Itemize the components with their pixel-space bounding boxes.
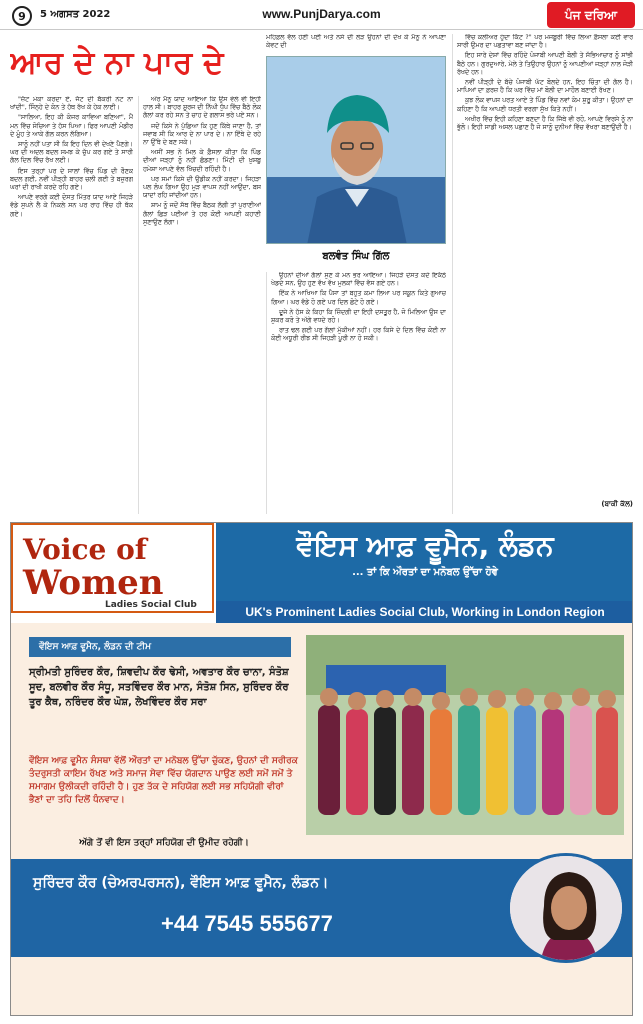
chairperson-photo xyxy=(507,853,625,963)
ad-title: ਵੌਇਸ ਆਫ਼ ਵੂਮੈਨ, ਲੰਡਨ xyxy=(296,529,554,562)
continued-note: (ਬਾਕੀ ਕੱਲ) xyxy=(601,500,633,508)
team-heading: ਵੌਇਸ ਆਫ਼ ਵੂਮੈਨ, ਲੰਡਨ ਦੀ ਟੀਮ xyxy=(29,637,291,657)
paragraph: "ਜ਼ੱਟ ਮੋਕਾ ਕਰਦਾ ਏ, ਜੱਟ ਦੀ ਬੱਕਰੀ ਨੋਟ ਨਾ ਖਾਂਦੀ", ਸਿੰਨ੍ਹੇ ਦੇ ਕੰਨ ਤੇ ਹੱਥ ਰੱਖ ਕੇ ਹੇਕ ਲਾਈ। xyxy=(10,96,133,112)
paragraph: ਆਪਣੇ ਵਰਗੇ ਕਈ ਦੋਸਤ ਮਿੱਤਰ ਯਾਦ ਆਏ ਜਿਹੜੇ ਵੱਡੇ ਸੁਪਨੇ ਲੈ ਕੇ ਨਿਕਲੇ ਸਨ ਪਰ ਰਾਹ ਵਿੱਚ ਹੀ ਥੱਕ ਗਏ। xyxy=(10,194,133,218)
newspaper-logo: ਪੰਜ ਦਰਿਆ xyxy=(547,2,635,28)
paragraph: ਕੁਝ ਲੋਕ ਵਾਪਸ ਪਰਤ ਆਏ ਤੇ ਪਿੰਡ ਵਿੱਚ ਨਵਾਂ ਕੰਮ ਸ਼ੁਰੂ ਕੀਤਾ। ਉਹਨਾਂ ਦਾ ਕਹਿਣਾ ਹੈ ਕਿ ਆਪਣੀ ਧਰਤੀ ਵਰਗਾ ਸੁੱਖ ਕਿਤੇ ਨਹੀਂ। xyxy=(457,97,633,113)
paragraph: ਨਵੀਂ ਪੀੜ੍ਹੀ ਦੇ ਬੱਚੇ ਪੰਜਾਬੀ ਘੱਟ ਬੋਲਦੇ ਹਨ, ਇਹ ਚਿੰਤਾ ਦੀ ਗੱਲ ਹੈ। ਮਾਪਿਆਂ ਦਾ ਫ਼ਰਜ਼ ਹੈ ਕਿ ਘਰ ਵਿੱਚ ਮਾਂ ਬੋਲੀ ਦਾ ਮਾਹੌਲ ਬਣਾਈ ਰੱਖਣ। xyxy=(457,79,633,95)
paragraph: ਰਾਤ ਢਲ ਗਈ ਪਰ ਗੱਲਾਂ ਮੁੱਕੀਆਂ ਨਹੀਂ। ਹਰ ਕਿਸੇ ਦੇ ਦਿਲ ਵਿੱਚ ਕੋਈ ਨਾ ਕੋਈ ਅਧੂਰੀ ਰੀਝ ਸੀ ਜਿਹੜੀ ਪੂਰੀ ਨਾ ਹੋ ਸਕੀ। xyxy=(271,327,446,343)
article-headline: ਆਰ ਦੇ ਨਾ ਪਾਰ ਦੇ xyxy=(10,45,224,81)
paragraph: ਜਦੋਂ ਕਿਸੇ ਨੇ ਪੁੱਛਿਆ ਕਿ ਹੁਣ ਕਿੱਥੇ ਜਾਣਾ ਹੈ, ਤਾਂ ਜਵਾਬ ਸੀ ਕਿ ਆਰ ਦੇ ਨਾ ਪਾਰ ਦੇ। ਨਾ ਇੱਥੇ ਦੇ ਰਹੇ ਨਾ ਉੱਥੇ ਦੇ ਬਣ ਸਕੇ। xyxy=(143,122,261,147)
ad-english-strip: UK's Prominent Ladies Social Club, Working in London Region xyxy=(216,601,633,623)
voice-of-women-logo xyxy=(11,523,214,613)
article-top-snippet: ਮਹਿਫ਼ਲ ਵੱਲ ਹੋਣੀ ਪਈ ਅਤੇ ਨਸੇ ਦੀ ਲੋੜ ਉਹਨਾਂ ਦੀ ਦੇਖ ਕੇ ਮੈਨੂੰ ਨੇ ਆਪਣਾ ਕੇਵਟ ਦੀ xyxy=(266,34,446,50)
team-names: ਸ੍ਰੀਮਤੀ ਸੁਰਿੰਦਰ ਕੌਰ, ਸ਼ਿਵਦੀਪ ਕੌਰ ਢੇਸੀ, ਅਵਤਾਰ ਕੌਰ ਚਾਨਾ, ਸੰਤੋਸ਼ ਸੂਦ, ਬਲਵੀਰ ਕੌਰ ਸੰਧੂ, ਸਤਵਿੰਦਰ ਕੌਰ ਮਾਨ, ਸੰਤੋਸ਼ ਸਿਨ, ਸੁਰਿੰਦਰ ਕੌਰ ਤੂਰ ਕੈਥ, ਨਰਿੰਦਰ ਕੌਰ ਘੋਸ਼, ਲੇਖਵਿੰਦਰ ਕੌਰ ਸਰਾ xyxy=(29,667,289,708)
masthead xyxy=(0,0,643,30)
page-date: 5 ਅਗਸਤ 2022 xyxy=(40,9,111,20)
site-url[interactable]: www.PunjDarya.com xyxy=(262,7,381,21)
ad-body xyxy=(11,623,633,1016)
author-portrait xyxy=(266,56,446,244)
article-column-4 xyxy=(452,34,633,514)
article-column-1 xyxy=(10,96,133,514)
paragraph: ਦੂਜੇ ਨੇ ਹੱਸ ਕੇ ਕਿਹਾ ਕਿ ਜ਼ਿੰਦਗੀ ਦਾ ਇਹੀ ਦਸਤੂਰ ਹੈ, ਜੋ ਮਿਲਿਆ ਉਸ ਦਾ ਸ਼ੁਕਰ ਕਰੋ ਤੇ ਅੱਗੇ ਵਧਦੇ ਰਹੋ। xyxy=(271,308,446,325)
paragraph: ਇਹ ਸਾਰੇ ਦੇਸ਼ਾਂ ਵਿੱਚ ਰਹਿੰਦੇ ਪੰਜਾਬੀ ਆਪਣੀ ਬੋਲੀ ਤੇ ਸੱਭਿਆਚਾਰ ਨੂੰ ਸਾਂਭੀ ਬੈਠੇ ਹਨ। ਗੁਰਦੁਆਰੇ, ਮੇਲੇ ਤੇ ਤਿਉਹਾਰ ਉਹਨਾਂ ਨੂੰ ਆਪਣੀਆਂ ਜੜ੍ਹਾਂ ਨਾਲ ਜੋੜੀ ਰੱਖਦੇ ਹਨ। xyxy=(457,52,633,76)
logo-line-1: Voice of xyxy=(23,533,147,566)
mission-statement: ਵੌਇਸ ਆਫ਼ ਵੂਮੈਨ ਸੰਸਥਾ ਵੱਲੋਂ ਔਰਤਾਂ ਦਾ ਮਨੋਬਲ ਉੱਚਾ ਚੁੱਕਣ, ਉਹਨਾਂ ਦੀ ਸਰੀਰਕ ਤੰਦਰੁਸਤੀ ਕਾਇਮ ਰੱਖਣ ਅਤੇ ਸਮਾਜ ਸੇਵਾ ਵਿੱਚ ਯੋਗਦਾਨ ਪਾਉਣ ਲਈ ਸਮੇਂ ਸਮੇਂ ਤੇ ਸਮਾਗਮ ਉਲੀਕਦੀ ਰਹਿੰਦੀ ਹੈ। ਹੁਣ ਤੱਕ ਦੇ ਸਹਿਯੋਗ ਲਈ ਸਭ ਸਹਿਯੋਗੀ ਵੀਰਾਂ ਭੈਣਾਂ ਦਾ ਤਹਿ ਦਿਲੋਂ ਧੰਨਵਾਦ। xyxy=(29,756,298,805)
logo-line-3: Ladies Social Club xyxy=(105,600,197,610)
logo-line-2: Women xyxy=(23,563,164,603)
voice-of-women-advertisement xyxy=(10,522,633,1016)
paragraph: "ਸਾਲਿਆ, ਇਹ ਕੀ ਕੰਜਰ ਕਾਵਿਆ ਬਣਿਆ", ਮੈਂ ਮਨ ਵਿੱਚ ਸੋਚਿਆ ਤੇ ਹੱਸ ਪਿਆ। ਫਿਰ ਆਪਣੀ ਮੰਡੀਰ ਦੇ ਮੂੰਹ ਤੇ ਆਕੇ ਗੱਲ ਕਰਨ ਲੱਗਿਆ। xyxy=(10,114,133,138)
paragraph: ਔਰ ਮੈਨੂੰ ਯਾਦ ਆਇਆ ਕਿ ਉਸ ਵੇਲੇ ਵੀ ਇਹੀ ਹਾਲ ਸੀ। ਬਾਹਰ ਸੂਰਜ ਦੀ ਨਿੱਘੀ ਧੁੱਪ ਵਿੱਚ ਬੈਠੇ ਲੋਕ ਗੱਲਾਂ ਕਰ ਰਹੇ ਸਨ ਤੇ ਚਾਹ ਦੇ ਗਲਾਸ ਭਰੇ ਪਏ ਸਨ। xyxy=(143,96,261,120)
paragraph: ਇੱਕ ਨੇ ਆਖਿਆ ਕਿ ਪੈਸਾ ਤਾਂ ਬਹੁਤ ਕਮਾ ਲਿਆ ਪਰ ਸਕੂਨ ਕਿਤੇ ਗੁਆਚ ਗਿਆ। ਘਰ ਵੱਡੇ ਹੋ ਗਏ ਪਰ ਦਿਲ ਛੋਟੇ ਹੋ ਗਏ। xyxy=(271,290,446,306)
article-column-2 xyxy=(138,96,261,514)
page-number: 9 xyxy=(12,6,32,26)
paragraph: ਉਹਨਾਂ ਦੀਆਂ ਗੱਲਾਂ ਸੁਣ ਕੇ ਮਨ ਭਰ ਆਇਆ। ਜਿਹੜੇ ਦੋਸਤ ਕਦੇ ਇਕੱਠੇ ਖੇਡਦੇ ਸਨ, ਉਹ ਹੁਣ ਵੱਖ ਵੱਖ ਮੁਲਕਾਂ ਵਿੱਚ ਵੱਸ ਗਏ ਹਨ। xyxy=(271,272,446,288)
paragraph: ਅਖੀਰ ਵਿੱਚ ਇਹੀ ਕਹਿਣਾ ਬਣਦਾ ਹੈ ਕਿ ਜਿੱਥੇ ਵੀ ਰਹੋ, ਆਪਣੇ ਵਿਰਸੇ ਨੂੰ ਨਾ ਭੁੱਲੋ। ਇਹੀ ਸਾਡੀ ਅਸਲ ਪਛਾਣ ਹੈ ਜੋ ਸਾਨੂੰ ਦੁਨੀਆਂ ਵਿੱਚ ਵੱਖਰਾ ਬਣਾਉਂਦੀ ਹੈ। xyxy=(457,115,633,132)
contact-name: ਸੁਰਿੰਦਰ ਕੌਰ (ਚੇਅਰਪਰਸਨ), ਵੌਇਸ ਆਫ਼ ਵੂਮੈਨ, ਲੰਡਨ। xyxy=(33,875,329,891)
group-photo xyxy=(306,635,624,835)
author-name: ਬਲਵੰਤ ਸਿੰਘ ਗਿੱਲ xyxy=(322,251,390,262)
paragraph: ਪਰ ਸਮਾਂ ਕਿਸੇ ਦੀ ਉਡੀਕ ਨਹੀਂ ਕਰਦਾ। ਜਿਹੜਾ ਪਲ ਲੰਘ ਗਿਆ ਉਹ ਮੁੜ ਵਾਪਸ ਨਹੀਂ ਆਉਂਦਾ, ਬਸ ਯਾਦਾਂ ਰਹਿ ਜਾਂਦੀਆਂ ਹਨ। xyxy=(143,175,261,200)
paragraph: ਸਾਨੂੰ ਨਹੀਂ ਪਤਾ ਸੀ ਕਿ ਇਹ ਦਿਨ ਵੀ ਦੇਖਣੇ ਪੈਣਗੇ। ਘਰ ਦੀ ਅਦਲ ਬਦਲ ਸਮਝ ਕੇ ਚੁੱਪ ਕਰ ਗਏ ਤੇ ਸਾਰੀ ਗੱਲ ਦਿਲ ਵਿੱਚ ਰੱਖ ਲਈ। xyxy=(10,141,133,165)
paragraph: ਇਸ ਤਰ੍ਹਾਂ ਪਰ ਦੇ ਸਾਲਾਂ ਵਿੱਚ ਪਿੰਡ ਦੀ ਰੌਣਕ ਬਦਲ ਗਈ, ਨਵੀਂ ਪੀੜ੍ਹੀ ਬਾਹਰ ਚਲੀ ਗਈ ਤੇ ਬਜ਼ੁਰਗ ਘਰਾਂ ਦੀ ਰਾਖੀ ਕਰਦੇ ਰਹਿ ਗਏ। xyxy=(10,167,133,192)
article-column-3 xyxy=(266,272,446,514)
ad-banner xyxy=(216,523,633,601)
group-photo-illustration xyxy=(306,635,624,835)
paragraph: ਅਸੀਂ ਸਭ ਨੇ ਮਿਲ ਕੇ ਫ਼ੈਸਲਾ ਕੀਤਾ ਕਿ ਪਿੰਡ ਦੀਆਂ ਜੜ੍ਹਾਂ ਨੂੰ ਨਹੀਂ ਛੱਡਣਾ। ਮਿੱਟੀ ਦੀ ਖ਼ੁਸ਼ਬੂ ਹਮੇਸ਼ਾ ਆਪਣੇ ਵੱਲ ਖਿੱਚਦੀ ਰਹਿੰਦੀ ਹੈ। xyxy=(143,149,261,173)
closing-note: ਅੱਗੇ ਤੋਂ ਵੀ ਇਸ ਤਰ੍ਹਾਂ ਸਹਿਯੋਗ ਦੀ ਉਮੀਦ ਰਹੇਗੀ। xyxy=(79,838,249,848)
paragraph: ਵਿੱਚ ਕਲੀਅਰ ਹੁੰਦਾ ਕਿੱਟ ?" ਪਰ ਮਜਬੂਰੀ ਵਿੱਚ ਲਿਆ ਫ਼ੈਸਲਾ ਕਈ ਵਾਰ ਸਾਰੀ ਉਮਰ ਦਾ ਪਛਤਾਵਾ ਬਣ ਜਾਂਦਾ ਹੈ। xyxy=(457,34,633,50)
article xyxy=(10,34,633,518)
ad-tagline: ... ਤਾਂ ਕਿ ਔਰਤਾਂ ਦਾ ਮਨੋਬਲ ਉੱਚਾ ਹੋਵੇ xyxy=(352,567,498,578)
paragraph: ਸ਼ਾਮ ਨੂੰ ਜਦੋਂ ਸੱਥ ਵਿੱਚ ਬੈਠਕ ਲੱਗੀ ਤਾਂ ਪੁਰਾਣੀਆਂ ਗੱਲਾਂ ਛਿੜ ਪਈਆਂ ਤੇ ਹਰ ਕੋਈ ਆਪਣੀ ਕਹਾਣੀ ਸੁਣਾਉਣ ਲੱਗਾ। xyxy=(143,202,261,226)
contact-phone[interactable]: +44 7545 555677 xyxy=(161,911,333,936)
author-portrait-illustration xyxy=(267,57,446,244)
